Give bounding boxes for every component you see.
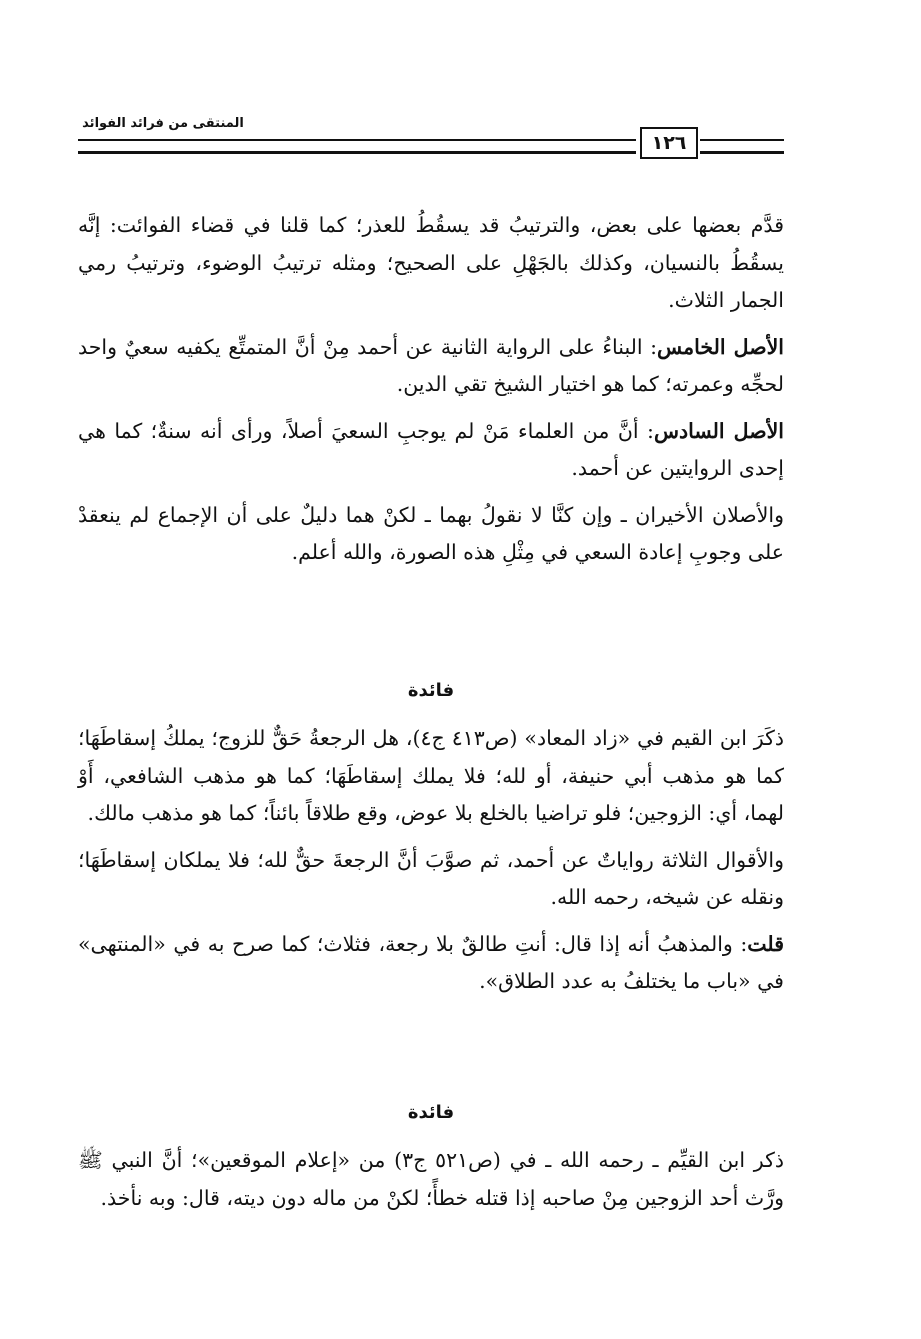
section-heading: فائدة: [407, 1102, 455, 1123]
paragraph-text: : أنَّ من العلماء مَنْ لم يوجبِ السعيَ أصلاً، ورأى أنه سنةٌ؛ كما هي إحدى الروايتين عن أحمد.: [78, 418, 784, 480]
text-block-2: [78, 720, 784, 1010]
header-rule-left: [78, 139, 636, 154]
paragraph-lead: قلت: [747, 931, 784, 956]
header-rule-right: [700, 139, 784, 154]
paragraph: قدَّم بعضها على بعض، والترتيبُ قد يسقُطُ للعذر؛ كما قلنا في قضاء الفوائت: إنَّه يسقُطُ بالنسيان، وكذلك بالجَهْلِ على الصحيح؛ ومثله ترتيبُ الوضوء، وترتيبُ رمي الجمار الثلاث.: [78, 213, 784, 312]
paragraph: ذكَرَ ابن القيم في «زاد المعاد» (ص٤١٣ ج٤)، هل الرجعةُ حَقٌّ للزوج؛ يملكُ إسقاطَهَا؛ كما هو مذهب أبي حنيفة، أو لله؛ فلا يملك إسقاطَهَا؛ كما هو مذهب الشافعي، أَوْ لهما، أي: الزوجين؛ فلو تراضيا بالخلع بلا عوض، وقع طلاقاً بائناً؛ كما هو مذهب مالك.: [78, 726, 784, 825]
paragraph: والأصلان الأخيران ـ وإن كنَّا لا نقولُ بهما ـ لكنْ هما دليلٌ على أن الإجماع لم ينعقدْ على وجوبِ إعادة السعي في مِثْلِ هذه الصورة، والله أعلم.: [78, 502, 784, 564]
running-title: المنتقى من فرائد الفوائد: [82, 116, 244, 131]
paragraph: [78, 329, 784, 404]
paragraph-lead: الأصل الخامس: [657, 334, 785, 359]
paragraph: [78, 413, 784, 488]
paragraph-lead: الأصل السادس: [653, 418, 784, 443]
paragraph-text: : البناءُ على الرواية الثانية عن أحمد مِنْ أنَّ المتمتِّع يكفيه سعيٌ واحد لحجِّه وعمرته؛ كما هو اختيار الشيخ تقي الدين.: [78, 334, 784, 396]
section-heading: فائدة: [407, 680, 455, 701]
text-block-3: [78, 1142, 784, 1226]
paragraph-text: : والمذهبُ أنه إذا قال: أنتِ طالقٌ بلا رجعة، فثلاث؛ كما صرح به في «المنتهى» في «باب ما يختلفُ به عدد الطلاق».: [78, 931, 784, 993]
paragraph: [78, 926, 784, 1001]
text-block-1: [78, 207, 784, 581]
paragraph: والأقوال الثلاثة رواياتٌ عن أحمد، ثم صوَّبَ أنَّ الرجعةَ حقٌّ لله؛ فلا يملكان إسقاطَهَا؛ ونقله عن شيخه، رحمه الله.: [78, 847, 784, 909]
paragraph: ذكر ابن القيِّم ـ رحمه الله ـ في (ص٥٢١ ج٣) من «إعلام الموقعين»؛ أنَّ النبي ﷺ ورَّث أحد الزوجين مِنْ صاحبه إذا قتله خطأً؛ لكنْ من ماله دون ديته، قال: وبه نأخذ.: [78, 1148, 784, 1210]
page-number: ١٢٦: [640, 127, 698, 159]
